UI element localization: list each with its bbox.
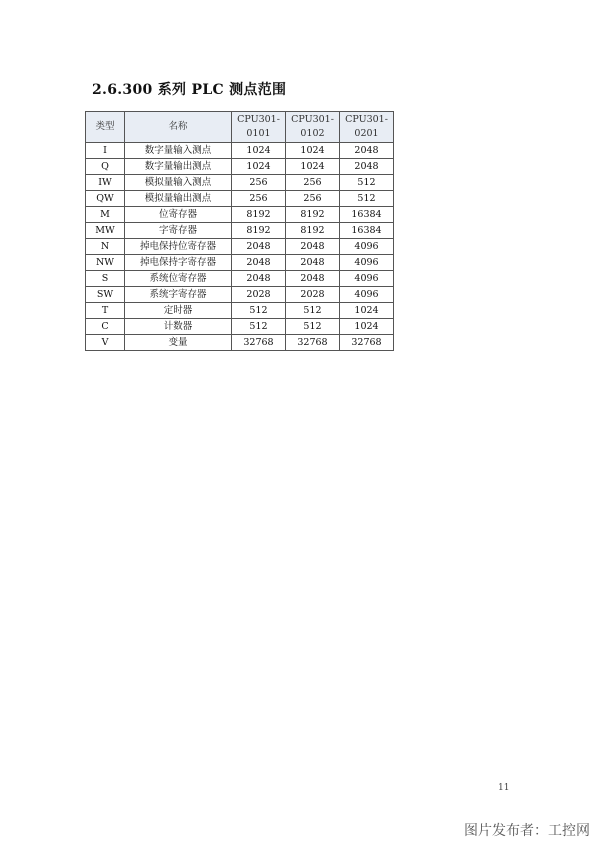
cell-cpu301-0101: 2048 [232,239,286,255]
table-row [86,303,394,319]
table-row [86,223,394,239]
table-row [86,239,394,255]
cell-cpu301-0102: 1024 [286,159,340,175]
cell-cpu301-0201: 512 [340,191,394,207]
cell-cpu301-0101: 1024 [232,159,286,175]
table-row [86,191,394,207]
cell-cpu301-0201: 1024 [340,303,394,319]
cell-cpu301-0201: 32768 [340,335,394,351]
table-row [86,271,394,287]
cell-cpu301-0101: 2048 [232,255,286,271]
header-cpu301-0101: CPU301- 0101 [232,112,286,143]
table-header-row [86,112,394,143]
section-title: 2.6.300 系列 PLC 测点范围 [92,82,287,98]
cell-cpu301-0201: 16384 [340,207,394,223]
cell-cpu301-0102: 2048 [286,239,340,255]
cell-type: SW [86,287,125,303]
page-number: 11 [498,783,510,793]
cell-cpu301-0201: 4096 [340,271,394,287]
cell-cpu301-0201: 2048 [340,159,394,175]
cell-cpu301-0201: 2048 [340,143,394,159]
cell-cpu301-0102: 2048 [286,255,340,271]
cell-cpu301-0102: 256 [286,191,340,207]
cell-type: QW [86,191,125,207]
cell-cpu301-0101: 1024 [232,143,286,159]
cell-name: 计数器 [125,319,232,335]
cell-cpu301-0102: 256 [286,175,340,191]
table-row [86,207,394,223]
cell-type: I [86,143,125,159]
cell-cpu301-0102: 512 [286,303,340,319]
cell-cpu301-0102: 512 [286,319,340,335]
cell-type: N [86,239,125,255]
cell-cpu301-0101: 32768 [232,335,286,351]
cell-cpu301-0102: 8192 [286,223,340,239]
cell-name: 变量 [125,335,232,351]
cell-cpu301-0101: 512 [232,303,286,319]
cell-cpu301-0201: 4096 [340,287,394,303]
cell-cpu301-0102: 1024 [286,143,340,159]
cell-name: 数字量输入测点 [125,143,232,159]
cell-name: 位寄存器 [125,207,232,223]
cell-cpu301-0102: 32768 [286,335,340,351]
table-row [86,175,394,191]
cell-name: 字寄存器 [125,223,232,239]
cell-cpu301-0201: 512 [340,175,394,191]
cell-cpu301-0101: 8192 [232,207,286,223]
cell-name: 模拟量输入测点 [125,175,232,191]
cell-cpu301-0201: 1024 [340,319,394,335]
cell-name: 定时器 [125,303,232,319]
cell-type: IW [86,175,125,191]
cell-name: 掉电保持位寄存器 [125,239,232,255]
table-row [86,143,394,159]
cell-type: V [86,335,125,351]
table-row [86,255,394,271]
table-row [86,319,394,335]
cell-cpu301-0101: 8192 [232,223,286,239]
cell-cpu301-0101: 2028 [232,287,286,303]
cell-cpu301-0101: 256 [232,191,286,207]
cell-type: MW [86,223,125,239]
cell-cpu301-0102: 8192 [286,207,340,223]
cell-cpu301-0101: 256 [232,175,286,191]
cell-type: T [86,303,125,319]
table-row [86,159,394,175]
plc-range-table [85,111,394,351]
header-name: 名称 [125,112,232,143]
cell-cpu301-0101: 512 [232,319,286,335]
cell-type: NW [86,255,125,271]
cell-name: 系统字寄存器 [125,287,232,303]
cell-name: 数字量输出测点 [125,159,232,175]
cell-name: 系统位寄存器 [125,271,232,287]
cell-type: C [86,319,125,335]
cell-cpu301-0201: 16384 [340,223,394,239]
cell-cpu301-0201: 4096 [340,255,394,271]
header-cpu301-0102: CPU301- 0102 [286,112,340,143]
header-type: 类型 [86,112,125,143]
table-row [86,335,394,351]
cell-name: 掉电保持字寄存器 [125,255,232,271]
cell-cpu301-0101: 2048 [232,271,286,287]
cell-type: Q [86,159,125,175]
cell-cpu301-0102: 2048 [286,271,340,287]
cell-cpu301-0102: 2028 [286,287,340,303]
table-row [86,287,394,303]
watermark: 图片发布者：工控网 [464,823,590,839]
cell-type: S [86,271,125,287]
header-cpu301-0201: CPU301- 0201 [340,112,394,143]
cell-cpu301-0201: 4096 [340,239,394,255]
cell-name: 模拟量输出测点 [125,191,232,207]
cell-type: M [86,207,125,223]
